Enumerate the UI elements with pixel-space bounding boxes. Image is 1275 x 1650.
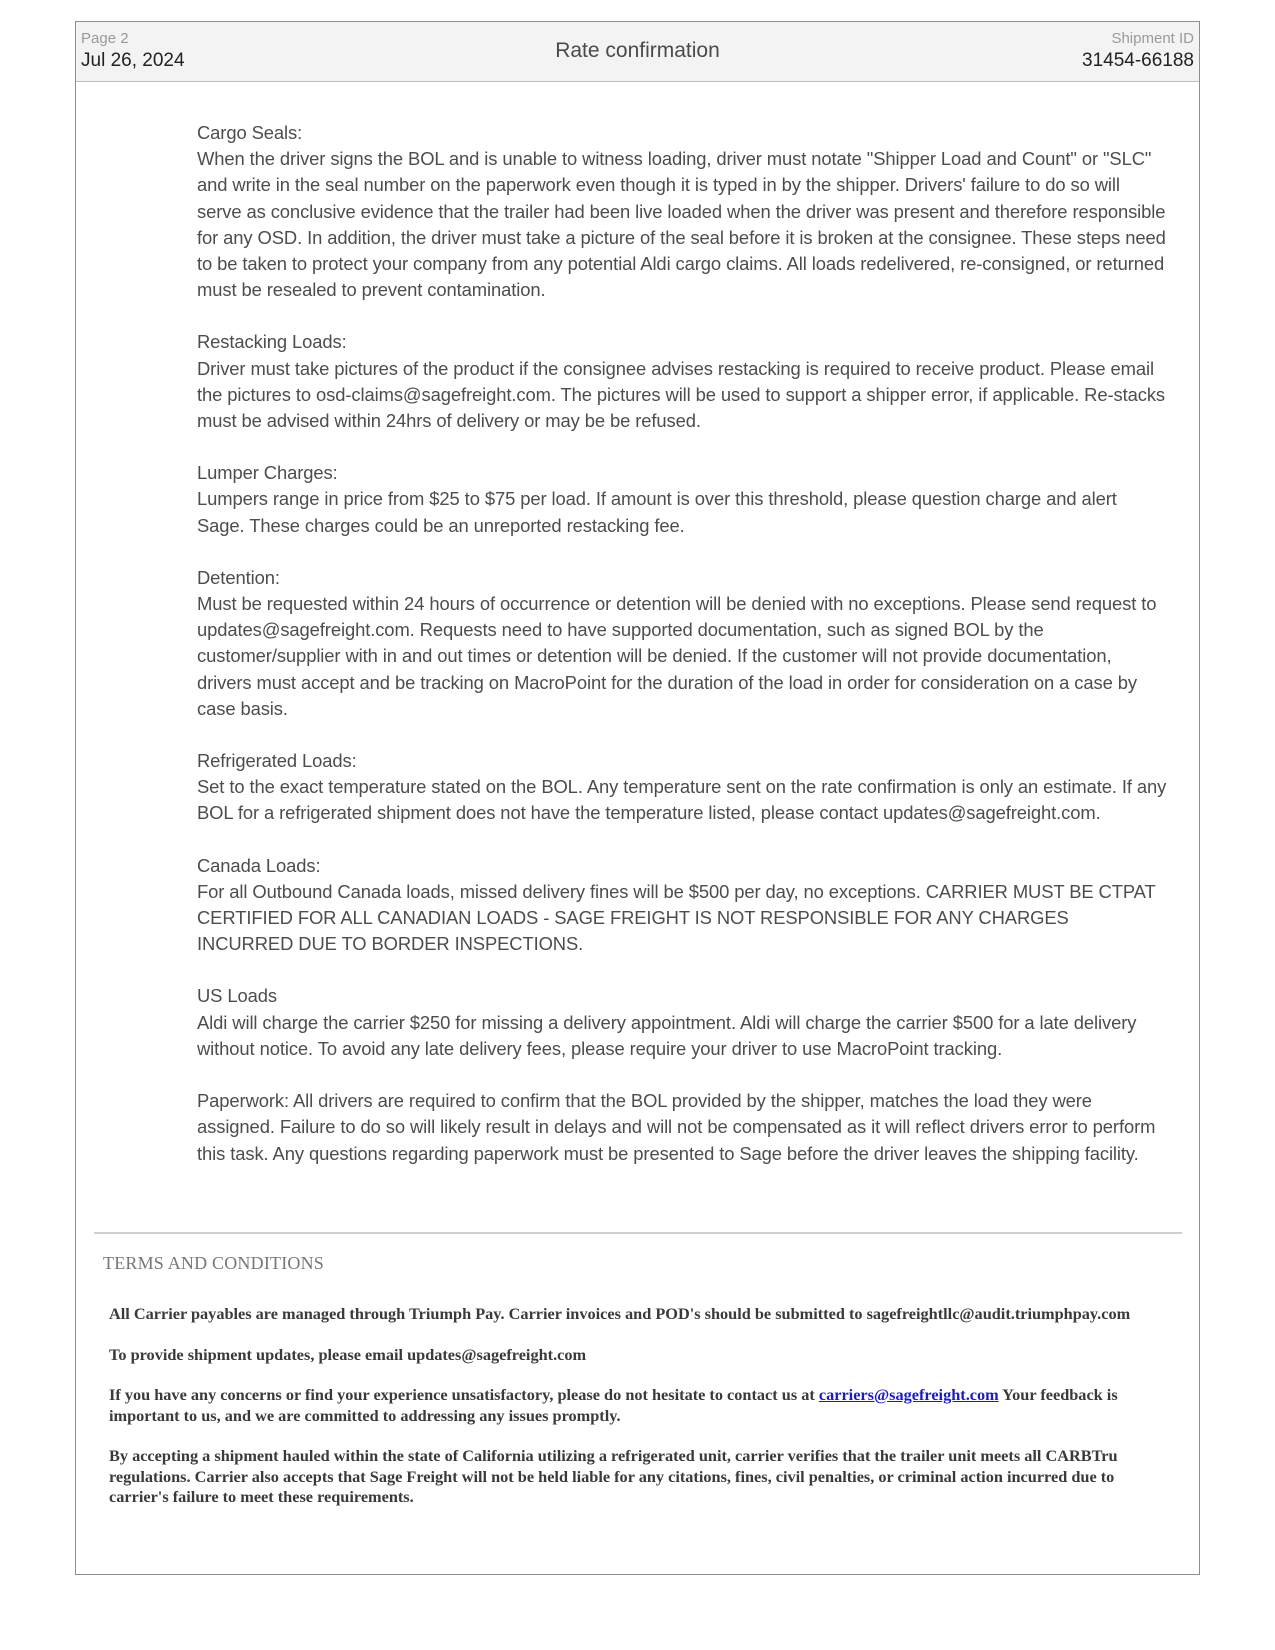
section-heading: Canada Loads: — [197, 854, 321, 876]
page-number: Page 2 — [81, 30, 129, 47]
document-date: Jul 26, 2024 — [81, 50, 185, 71]
concerns-text-after: Your feedback is important to us, and we are committed to addressing any issues promptly. — [109, 1385, 1118, 1425]
terms-heading: TERMS AND CONDITIONS — [103, 1253, 325, 1273]
instructions-content — [197, 120, 1167, 1193]
section-paperwork — [197, 1088, 1167, 1167]
concerns-text-before: If you have any concerns or find your experience unsatisfactory, please do not hesitate to contact us at — [109, 1385, 819, 1404]
page-header — [76, 22, 1199, 82]
section-body: When the driver signs the BOL and is unable to witness loading, driver must notate "Shipper Load and Count" or "SLC" and write in the seal number on the paperwork even though it is typed in by the shipper. Drivers' failure to do so will serve as conclusive evidence that the trailer had been live loaded when the driver was present and therefore responsible for any OSD. In addition, the driver must take a picture of the seal before it is broken at the consignee. These steps need to be taken to protect your company from any potential Aldi cargo claims. All loads redelivered, re-consigned, or returned must be resealed to prevent contamination. — [197, 148, 1166, 301]
section-heading: Detention: — [197, 566, 280, 588]
section-lumper-charges — [197, 460, 1167, 539]
section-us-loads — [197, 983, 1167, 1062]
carriers-email-link[interactable]: carriers@sagefreight.com — [818, 1385, 999, 1404]
section-body: For all Outbound Canada loads, missed delivery fines will be $500 per day, no exceptions. CARRIER MUST BE CTPAT CERTIFIED FOR ALL CANADIAN LOADS - SAGE FREIGHT IS NOT RESPONSIBLE FOR ANY CHARGES INCURRED DUE TO BORDER INSPECTIONS. — [197, 880, 1156, 955]
shipment-id: 31454-66188 — [1082, 50, 1194, 71]
section-divider — [94, 1232, 1182, 1234]
section-body: Driver must take pictures of the product if the consignee advises restacking is required to receive product. Please email the pictures to osd-claims@sagefreight.com. The pictures will be used to support a shipper error, if applicable. Re-stacks must be advised within 24hrs of delivery or may be be refused. — [197, 357, 1166, 432]
terms-content — [109, 1304, 1149, 1528]
terms-concerns — [109, 1385, 1149, 1426]
shipment-id-label: Shipment ID — [1111, 30, 1194, 47]
section-heading: Restacking Loads: — [197, 331, 347, 353]
section-body: Must be requested within 24 hours of occurrence or detention will be denied with no exceptions. Please send request to updates@sagefreight.com. Requests need to have supported documentation, such as signed BOL by the customer/supplier with in and out times or detention will be denied. If the customer will not provide documentation, drivers must accept and be tracking on MacroPoint for the duration of the load in order for consideration on a case by case basis. — [197, 593, 1157, 719]
section-body: Lumpers range in price from $25 to $75 per load. If amount is over this threshold, please question charge and alert Sage. These charges could be an unreported restacking fee. — [197, 488, 1117, 536]
terms-payables: All Carrier payables are managed through Triumph Pay. Carrier invoices and POD's should be submitted to sagefreightllc@audit.triumphpay.com — [109, 1304, 1131, 1323]
section-canada-loads — [197, 853, 1167, 958]
section-refrigerated-loads — [197, 748, 1167, 827]
section-body: Set to the exact temperature stated on the BOL. Any temperature sent on the rate confirmation is only an estimate. If any BOL for a refrigerated shipment does not have the temperature listed, please contact updates@sagefreight.com. — [197, 776, 1167, 824]
section-heading: Lumper Charges: — [197, 462, 338, 484]
section-body: Aldi will charge the carrier $250 for missing a delivery appointment. Aldi will charge the carrier $500 for a late delivery without notice. To avoid any late delivery fees, please require your driver to use MacroPoint tracking. — [197, 1011, 1137, 1059]
section-restacking-loads — [197, 329, 1167, 434]
paperwork-text: Paperwork: All drivers are required to confirm that the BOL provided by the shipper, matches the load they were assigned. Failure to do so will likely result in delays and will not be compensated as it will reflect drivers error to perform this task. Any questions regarding paperwork must be presented to Sage before the driver leaves the shipping facility. — [197, 1090, 1156, 1164]
terms-updates: To provide shipment updates, please email updates@sagefreight.com — [109, 1344, 587, 1364]
document-title: Rate confirmation — [555, 39, 720, 62]
section-heading: US Loads — [197, 985, 277, 1007]
document-page — [75, 21, 1200, 1575]
header-right — [1082, 29, 1194, 73]
section-heading: Refrigerated Loads: — [197, 750, 357, 772]
section-detention — [197, 565, 1167, 722]
section-heading: Cargo Seals: — [197, 122, 303, 143]
terms-california: By accepting a shipment hauled within the state of California utilizing a refrigerated unit, carrier verifies that the trailer unit meets all CARBTru regulations. Carrier also accepts that Sage Freight will not be held liable for any citations, fines, civil penalties, or criminal action incurred due to carrier's failure to meet these requirements. — [109, 1446, 1118, 1506]
section-cargo-seals — [197, 120, 1167, 303]
